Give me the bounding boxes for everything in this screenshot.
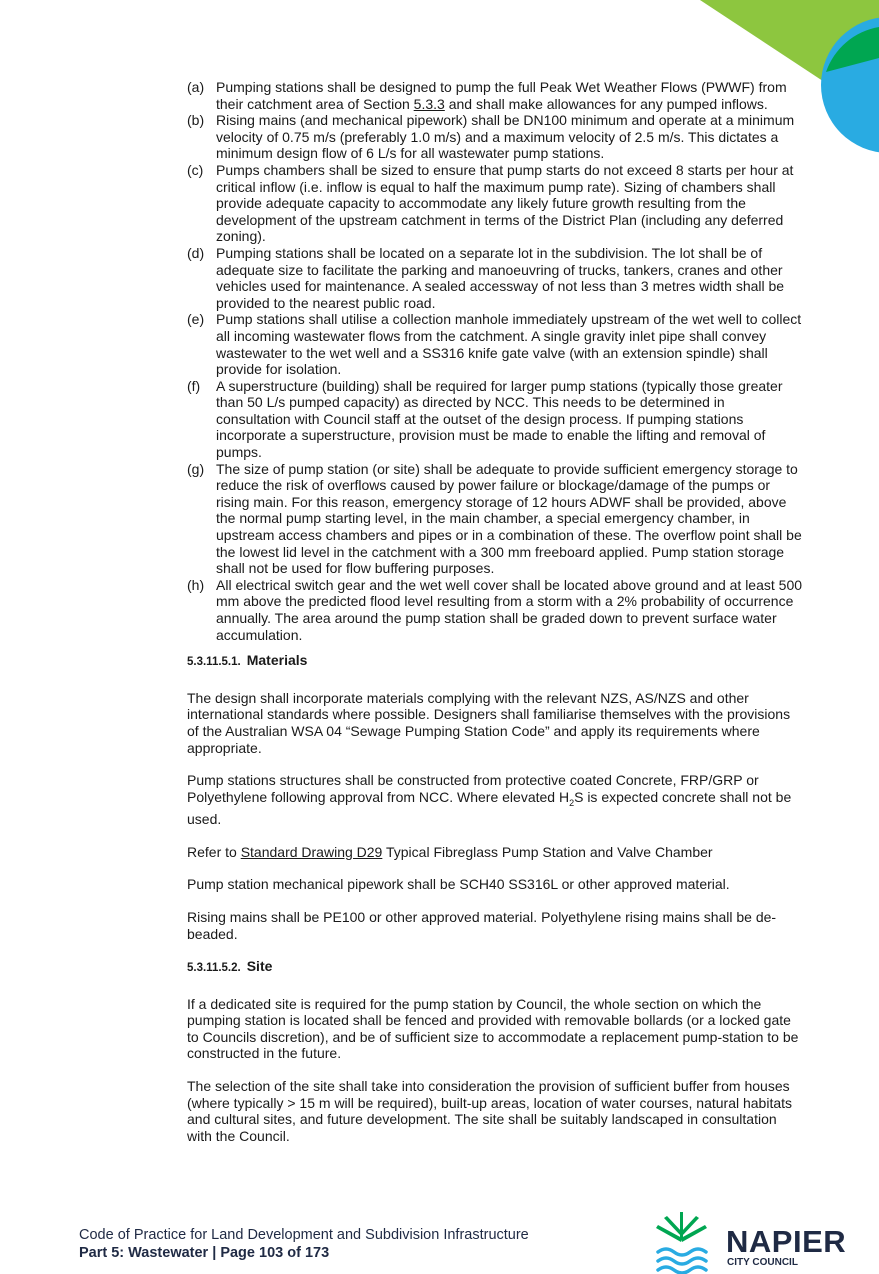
list-item-b: [187, 112, 802, 162]
list-text: Rising mains (and mechanical pipework) shall be DN100 minimum and operate at a minimum velocity of 0.75 m/s (preferably 1.0 m/s) and a maximum velocity of 2.5 m/s. This dictates a minimum design flow of 6 L/s for all wastewater pump stations.: [216, 112, 795, 162]
logo-wordmark: NAPIER: [726, 1224, 847, 1259]
materials-paragraph-5: Rising mains shall be PE100 or other approved material. Polyethylene rising mains shall be de-beaded.: [187, 908, 777, 942]
paragraph-text: S is expected concrete shall not be used.: [187, 788, 792, 828]
list-label: (a): [187, 79, 205, 95]
list-label: (f): [187, 377, 201, 394]
paragraph-text: Pump stations structures shall be constructed from protective coated Concrete, FRP/GRP or Polyethylene following approval from NCC. Where elevated H: [187, 772, 759, 805]
section-link[interactable]: 5.3.3: [413, 95, 445, 112]
list-text: All electrical switch gear and the wet well cover shall be located above ground and at least 500 mm above the predicted flood level resulting from a storm with a 2% probability of occurrence annually. The area around the pump station shall be graded down to prevent surface water accumulation.: [216, 576, 803, 643]
list-text: Pumping stations shall be designed to pump the full Peak Wet Weather Flows (PWWF) from their catchment area of Section: [216, 79, 787, 112]
list-label: (b): [187, 112, 205, 129]
list-label: (d): [187, 244, 205, 261]
section-title: Materials: [246, 652, 308, 669]
list-item-e: [187, 311, 802, 377]
materials-paragraph-4: Pump station mechanical pipework shall be SCH40 SS316L or other approved material.: [187, 876, 730, 893]
logo-subtitle: CITY COUNCIL: [727, 1257, 798, 1268]
list-text: A superstructure (building) shall be required for larger pump stations (typically those greater than 50 L/s pumped capacity) as directed by NCC. This needs to be determined in consultation with Council staff at the outset of the design process. If pumping stations incorporate a superstructure, provision must be made to enable the lifting and removal of pumps.: [216, 377, 783, 461]
list-label: (e): [187, 311, 205, 328]
list-item-g: [187, 461, 802, 577]
list-text: Pumps chambers shall be sized to ensure that pump starts do not exceed 8 starts per hour at critical inflow (i.e. inflow is equal to half the maximum pump rate). Sizing of chambers shall provide adequate capacity to accommodate any likely future growth resulting from the development of the upstream catchment in terms of the District Plan (including any deferred zoning).: [216, 161, 794, 245]
list-text: The size of pump station (or site) shall be adequate to provide sufficient emergency storage to reduce the risk of overflows caused by power failure or blockage/damage of the pumps or rising main. For this reason, emergency storage of 12 hours ADWF shall be provided, above the normal pump starting level, in the main chamber, a special emergency chamber, in upstream access chambers and pipes or in a combination of these. The overflow point shall be the lowest lid level in the catchment with a 300 mm freeboard applied. Pump station storage shall not be used for flow buffering purposes.: [216, 460, 802, 577]
paragraph-text: Typical Fibreglass Pump Station and Valve Chamber: [382, 843, 713, 860]
list-item-a: [187, 79, 802, 112]
materials-heading: [187, 652, 802, 671]
list-label: (c): [187, 161, 204, 178]
section-title: Site: [246, 958, 273, 975]
list-text: Pump stations shall utilise a collection manhole immediately upstream of the wet well to collect all incoming wastewater flows from the catchment. A single gravity inlet pipe shall convey wastewater to the wet well and a SS316 knife gate valve (with an extension spindle) shall provide for isolation.: [216, 311, 802, 378]
standard-drawing-link[interactable]: Standard Drawing D29: [240, 843, 383, 860]
list-label: (g): [187, 460, 205, 477]
footer-title: Code of Practice for Land Development and Subdivision Infrastructure: [79, 1227, 529, 1243]
list-item-h: [187, 577, 802, 643]
list-label: (h): [187, 576, 205, 593]
site-paragraph-2: The selection of the site shall take into consideration the provision of sufficient buffer from houses (where typically > 15 m will be required), built-up areas, location of water courses, natural habitats and cultural sites, and future development. The site shall be suitably landscaped in consultation with the Council.: [187, 1078, 793, 1144]
requirements-list: [187, 79, 802, 643]
materials-paragraph-1: The design shall incorporate materials complying with the relevant NZS, AS/NZS and other international standards where possible. Designers shall familiarise themselves with the provisions of the Australian WSA 04 “Sewage Pumping Station Code” and apply its requirements where appropriate.: [187, 689, 791, 756]
section-number: 5.3.11.5.1.: [187, 656, 241, 669]
site-paragraph-1: If a dedicated site is required for the pump station by Council, the whole section on which the pumping station is located shall be fenced and provided with removable bollards (or a locked gate to Councils discretion), and be of sufficient size to accommodate a replacement pump-station to be constructed in the future.: [187, 995, 799, 1062]
section-number: 5.3.11.5.2.: [187, 962, 241, 975]
paragraph-text: Refer to: [187, 843, 241, 860]
document-body: [187, 79, 802, 1160]
list-text: Pumping stations shall be located on a separate lot in the subdivision. The lot shall be of adequate size to facilitate the parking and manoeuvring of trucks, tankers, cranes and other vehicles used for maintenance. A sealed accessway of not less than 3 metres width shall be provided to the nearest public road.: [216, 244, 785, 311]
list-text-tail: and shall make allowances for any pumped inflows.: [444, 95, 768, 112]
materials-paragraph-3: [187, 844, 802, 861]
subscript: 2: [569, 797, 575, 808]
site-heading: [187, 958, 802, 977]
footer-page-info: Part 5: Wastewater | Page 103 of 173: [79, 1245, 330, 1261]
list-item-f: [187, 378, 802, 461]
list-item-d: [187, 245, 802, 311]
page-footer: [79, 1226, 529, 1262]
list-item-c: [187, 162, 802, 245]
materials-paragraph-2: [187, 772, 802, 828]
